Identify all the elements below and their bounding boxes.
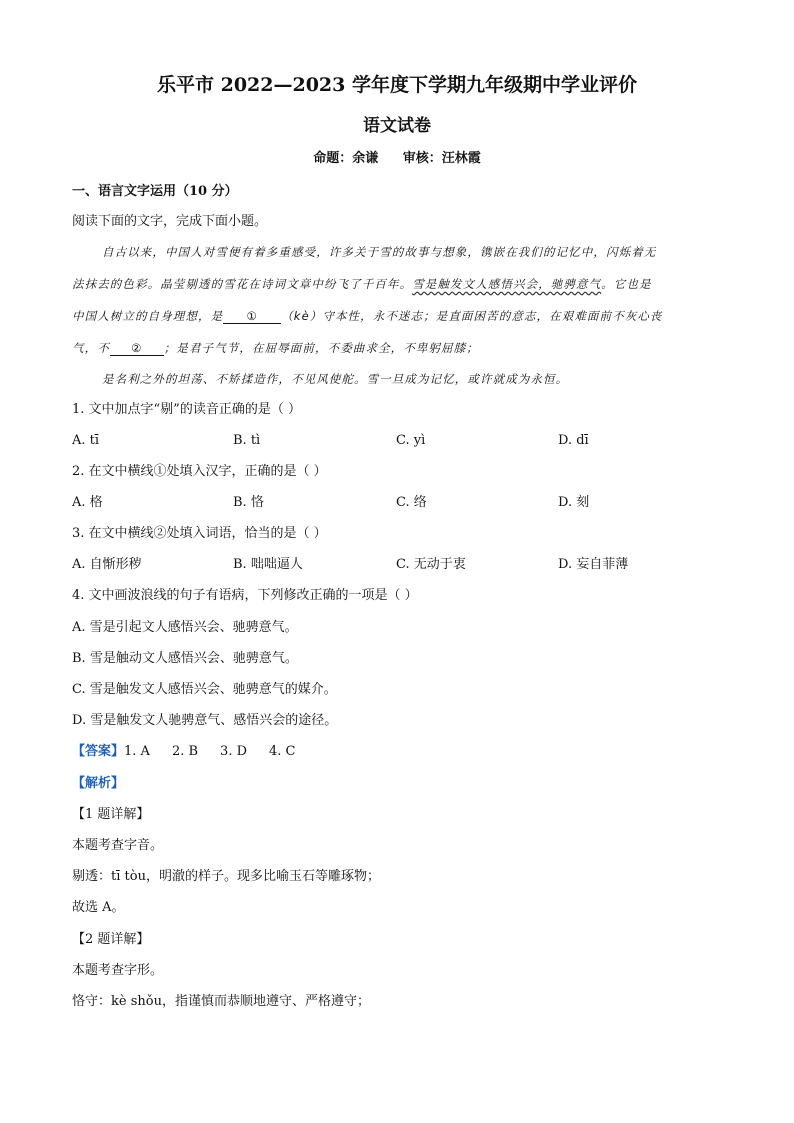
exam-subtitle: 语文试卷 (363, 116, 431, 136)
blank-2: ② (110, 341, 164, 356)
q2-detail-tag: 【2 题详解】 (72, 932, 150, 947)
exam-title: 乐平市 2022—2023 学年度下学期九年级期中学业评价 (157, 74, 637, 96)
passage-line-4-end: ；是君子气节，在屈辱面前，不委曲求全，不卑躬屈膝； (163, 341, 479, 355)
question-1-option-d: D. dī (558, 433, 589, 448)
question-3-option-a: A. 自惭形秽 (72, 557, 142, 572)
answer-item-4: 4. C (269, 744, 296, 759)
section-heading: 一、语言文字运用（10 分） (72, 184, 238, 199)
question-2-option-a: A. 格 (72, 495, 103, 510)
question-4-option-b: B. 雪是触动文人感悟兴会、驰骋意气。 (72, 651, 298, 666)
passage-line-2-end: 。它也是 (601, 277, 652, 291)
blank-1: ① (223, 309, 281, 324)
question-2-option-c: C. 络 (396, 495, 427, 510)
question-2-stem: 2. 在文中横线①处填入汉字，正确的是（ ） (72, 464, 327, 479)
passage-line-2-start: 法抹去的色彩。晶莹剔透的雪花在诗词文章中纷飞了千百年。 (72, 277, 413, 291)
passage-line-4 (72, 340, 479, 356)
section-instruction: 阅读下面的文字，完成下面小题。 (72, 214, 268, 229)
q1-detail-line-1: 本题考查字音。 (72, 838, 164, 853)
answer-item-3: 3. D (220, 744, 248, 759)
question-4-option-c: C. 雪是触发文人感悟兴会、驰骋意气的媒介。 (72, 682, 337, 697)
q1-detail-line-3: 故选 A。 (72, 900, 125, 915)
passage-line-4-start: 气，不 (72, 341, 110, 355)
question-3-option-c: C. 无动于衷 (396, 557, 466, 572)
passage-line-3-start: 中国人树立的自身理想，是 (72, 309, 224, 323)
question-2-option-d: D. 刻 (558, 495, 590, 510)
q1-detail-line-2: 剔透：tī tòu，明澈的样子。现多比喻玉石等雕琢物； (72, 869, 380, 884)
passage-line-3-end: （kè）守本性，永不迷志；是直面困苦的意志，在艰难面前不灰心丧 (281, 309, 663, 323)
author-line (0, 150, 794, 168)
question-2-option-b: B. 恪 (233, 495, 264, 510)
question-3-option-d: D. 妄自菲薄 (558, 557, 629, 572)
question-1-stem: 1. 文中加点字“剔”的读音正确的是（ ） (72, 402, 301, 417)
passage-line-2 (72, 276, 652, 292)
analysis-tag: 【解析】 (72, 776, 125, 791)
q1-detail-tag: 【1 题详解】 (72, 807, 150, 822)
question-4-option-a: A. 雪是引起文人感悟兴会、驰骋意气。 (72, 620, 298, 635)
passage-line-1: 自古以来，中国人对雪便有着多重感受，许多关于雪的故事与想象，镌嵌在我们的记忆中，闪烁着无 (102, 245, 657, 259)
q2-detail-line-1: 本题考查字形。 (72, 963, 164, 978)
answer-tag: 【答案】 (72, 744, 125, 759)
question-4-option-d: D. 雪是触发文人驰骋意气、感悟兴会的途径。 (72, 713, 338, 728)
answer-line (72, 743, 318, 761)
question-1-option-c: C. yì (396, 433, 426, 448)
question-4-stem: 4. 文中画波浪线的句子有语病，下列修改正确的一项是（ ） (72, 588, 418, 603)
passage-line-5: 是名利之外的坦荡、不矫揉造作，不见风使舵。雪一旦成为记忆，或许就成为永恒。 (102, 372, 569, 386)
question-1-option-b: B. tì (233, 433, 261, 448)
question-3-option-b: B. 咄咄逼人 (233, 557, 303, 572)
author-label: 命题：余谦 (313, 151, 379, 166)
reviewer-label: 审核：汪林霞 (402, 151, 481, 166)
question-1-option-a: A. tī (72, 433, 100, 448)
question-3-stem: 3. 在文中横线②处填入词语，恰当的是（ ） (72, 526, 327, 541)
answer-item-1: 1. A (124, 744, 150, 759)
q2-detail-line-2: 恪守：kè shǒu，指谨慎而恭顺地遵守、严格遵守； (72, 994, 370, 1009)
wavy-sentence: 雪是触发文人感悟兴会，驰骋意气 (412, 277, 602, 291)
passage-line-3 (72, 308, 663, 324)
answer-item-2: 2. B (171, 744, 199, 759)
